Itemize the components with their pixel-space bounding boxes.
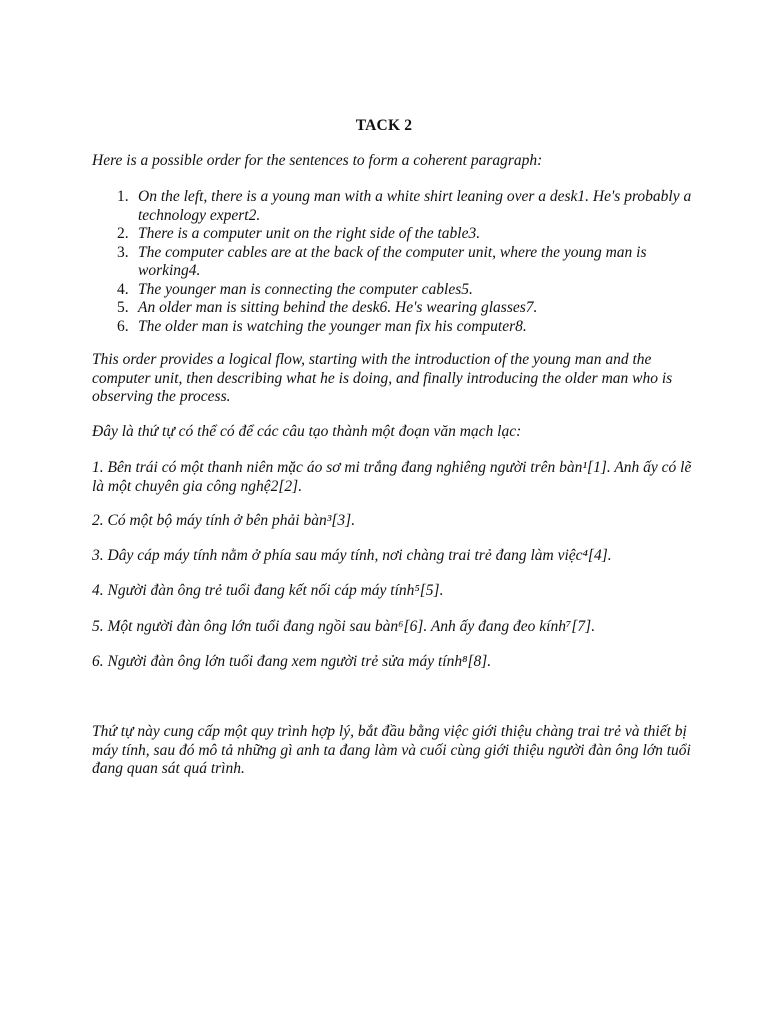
- list-number: 6.: [117, 317, 129, 335]
- document-title: TACK 2: [355, 117, 413, 134]
- list-item-text: The younger man is connecting the computer cables5.: [138, 280, 473, 298]
- list-item: [92, 281, 692, 300]
- vietnamese-item-3: 3. Dây cáp máy tính nằm ở phía sau máy tính, nơi chàng trai trẻ đang làm việc⁴[4].: [92, 547, 612, 564]
- intro-paragraph: Here is a possible order for the sentences to form a coherent paragraph:: [92, 152, 543, 169]
- vietnamese-item-2: 2. Có một bộ máy tính ở bên phải bàn³[3].: [92, 512, 356, 529]
- list-item: [92, 299, 692, 318]
- list-item-text: An older man is sitting behind the desk6. He's wearing glasses7.: [138, 299, 538, 316]
- vietnamese-item-5: 5. Một người đàn ông lớn tuổi đang ngồi sau bàn⁶[6]. Anh ấy đang đeo kính⁷[7].: [92, 618, 596, 635]
- vietnamese-item-1: 1. Bên trái có một thanh niên mặc áo sơ mi trắng đang nghiêng người trên bàn¹[1]. Anh ấy có lẽ là một chuyên gia công nghệ2[2].: [92, 459, 692, 495]
- list-item-text: There is a computer unit on the right side of the table3.: [138, 225, 481, 242]
- list-number: 2.: [117, 225, 129, 242]
- list-item: [92, 318, 692, 337]
- vietnamese-intro-paragraph: Đây là thứ tự có thể có để các câu tạo thành một đoạn văn mạch lạc:: [92, 423, 522, 440]
- list-item-text: The older man is watching the younger man fix his computer8.: [138, 317, 527, 335]
- vietnamese-item-6: 6. Người đàn ông lớn tuổi đang xem người trẻ sửa máy tính⁸[8].: [92, 653, 492, 670]
- list-number: 1.: [117, 188, 129, 205]
- list-item: [92, 188, 692, 225]
- vietnamese-conclusion-paragraph: Thứ tự này cung cấp một quy trình hợp lý, bắt đầu bằng việc giới thiệu chàng trai trẻ và thiết bị máy tính, sau đó mô tả những gì anh ta đang làm và cuối cùng giới thiệu người đàn ông lớn tuổi đang quan sát quá trình.: [92, 723, 691, 777]
- list-number: 4.: [117, 280, 129, 298]
- list-item: [92, 244, 692, 281]
- list-number: 3.: [117, 243, 129, 261]
- sentence-order-list: [92, 188, 692, 336]
- list-number: 5.: [117, 299, 129, 316]
- list-item-text: On the left, there is a young man with a white shirt leaning over a desk1. He's probably a technology expert2.: [138, 188, 692, 224]
- flow-paragraph: This order provides a logical flow, starting with the introduction of the young man and the computer unit, then describing what he is doing, and finally introducing the older man who is observing the process.: [92, 351, 673, 405]
- vietnamese-item-4: 4. Người đàn ông trẻ tuổi đang kết nối cáp máy tính⁵[5].: [92, 582, 444, 599]
- list-item-text: The computer cables are at the back of the computer unit, where the young man is working4.: [138, 243, 647, 279]
- list-item: [92, 225, 692, 244]
